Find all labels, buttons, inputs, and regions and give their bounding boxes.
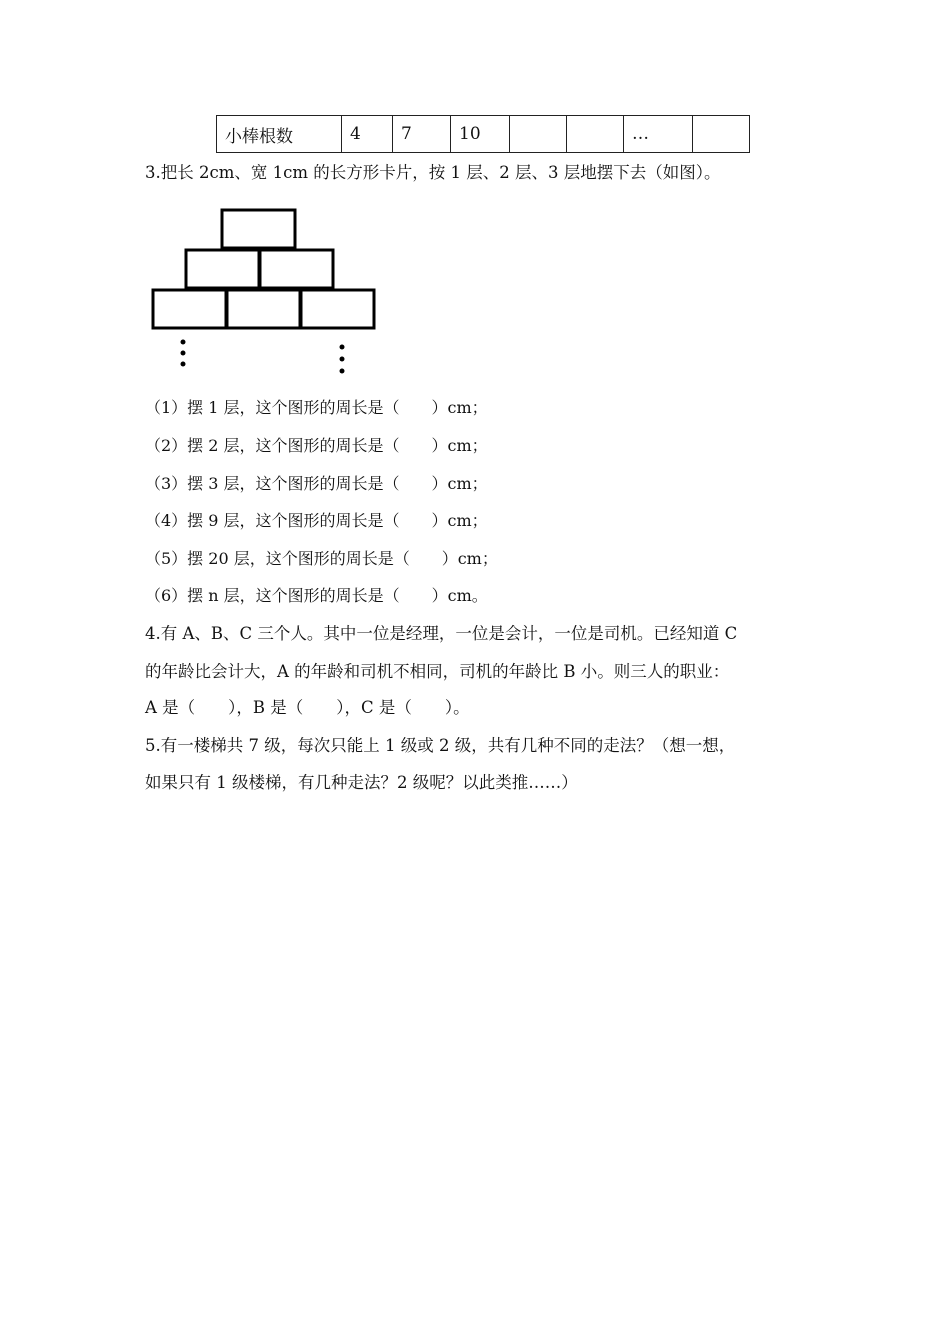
question-3-item: （5）摆 20 层，这个图形的周长是（ ）cm； — [145, 549, 498, 568]
card-layer-3-left — [153, 290, 226, 328]
card-layer-2-right — [260, 250, 333, 288]
continuation-dot — [340, 345, 345, 350]
table-cell — [510, 116, 567, 153]
question-3-item: （6）摆 n 层，这个图形的周长是（ ）cm。 — [145, 586, 488, 605]
card-layer-1 — [222, 210, 295, 248]
question-3-title: 3.把长 2cm、宽 1cm 的长方形卡片，按 1 层、2 层、3 层地摆下去（如图）。 — [145, 163, 721, 182]
card-pyramid-figure — [150, 206, 390, 381]
question-4-line: 4.有 A、B、C 三个人。其中一位是经理，一位是会计，一位是司机。已经知道 C — [145, 624, 738, 643]
table-header-cell: 小棒根数 — [217, 116, 342, 153]
table-cell — [567, 116, 624, 153]
question-3-item: （2）摆 2 层，这个图形的周长是（ ）cm； — [145, 436, 488, 455]
table-cell — [693, 116, 750, 153]
stick-count-table — [216, 115, 750, 153]
table-cell: 10 — [451, 116, 510, 153]
continuation-dot — [340, 369, 345, 374]
table-cell: … — [624, 116, 693, 153]
continuation-dot — [181, 362, 186, 367]
table-cell: 7 — [393, 116, 451, 153]
card-layer-2-left — [186, 250, 259, 288]
continuation-dot — [340, 357, 345, 362]
continuation-dot — [181, 351, 186, 356]
question-5-line: 5.有一楼梯共 7 级，每次只能上 1 级或 2 级，共有几种不同的走法？（想一想， — [145, 736, 736, 755]
card-layer-3-middle — [227, 290, 300, 328]
table-row — [217, 116, 750, 153]
question-4-line: 的年龄比会计大，A 的年龄和司机不相同，司机的年龄比 B 小。则三人的职业： — [145, 662, 730, 681]
continuation-dot — [181, 340, 186, 345]
question-5-line: 如果只有 1 级楼梯，有几种走法？2 级呢？以此类推……） — [145, 773, 578, 792]
question-3-item: （3）摆 3 层，这个图形的周长是（ ）cm； — [145, 474, 488, 493]
question-4-line: A 是（ ），B 是（ ），C 是（ ）。 — [145, 698, 470, 717]
table-cell: 4 — [342, 116, 393, 153]
question-3-item: （1）摆 1 层，这个图形的周长是（ ）cm； — [145, 398, 488, 417]
card-layer-3-right — [301, 290, 374, 328]
question-3-item: （4）摆 9 层，这个图形的周长是（ ）cm； — [145, 511, 488, 530]
